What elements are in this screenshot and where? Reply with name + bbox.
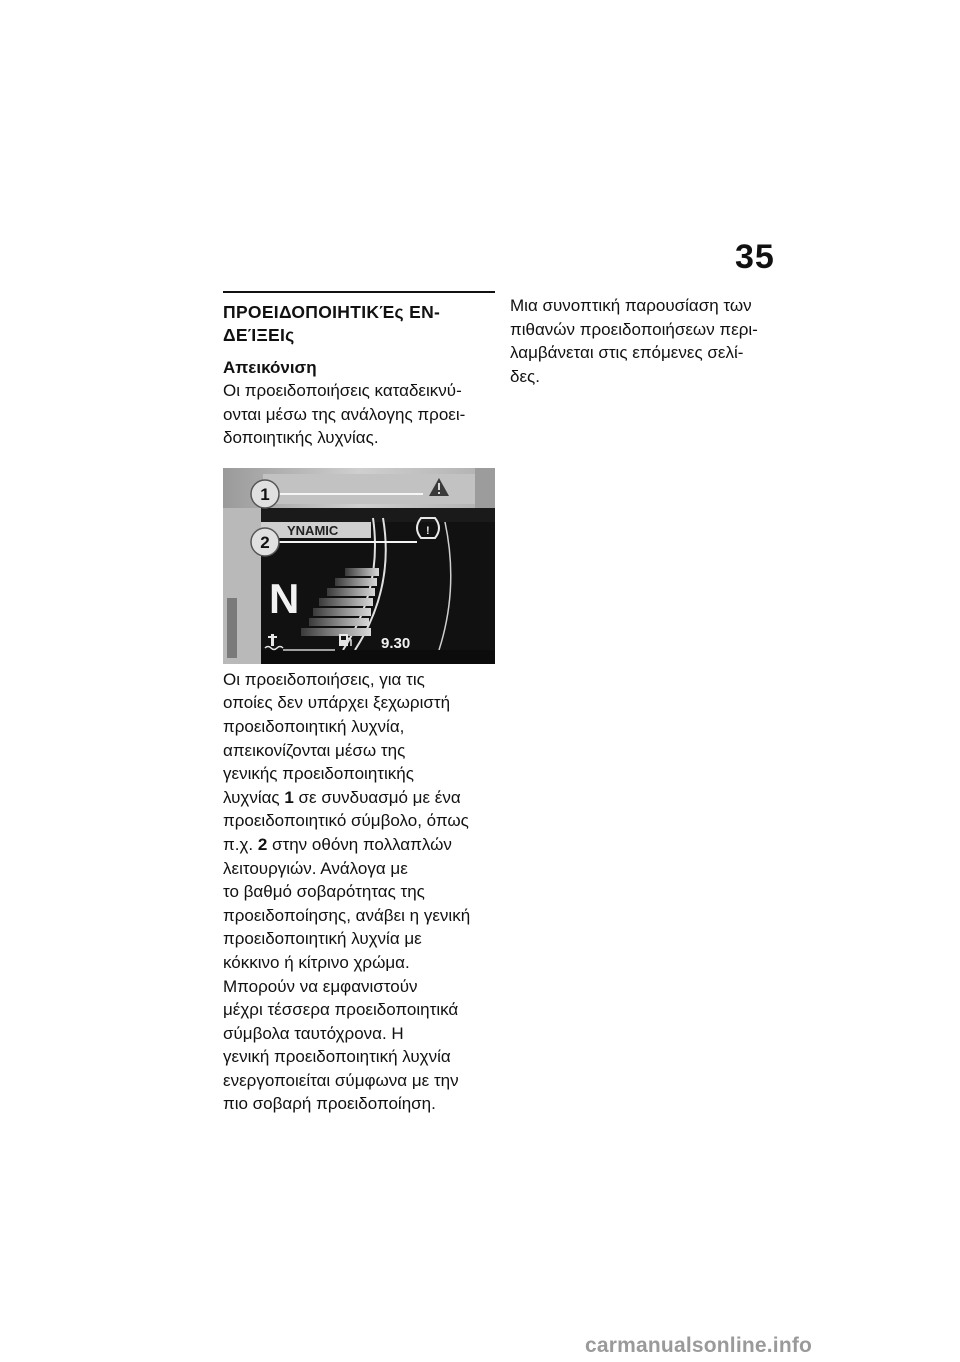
instrument-cluster-illustration [223,468,495,664]
text-line: οποίες δεν υπάρχει ξεχωριστή [223,693,451,713]
right-column [510,294,772,388]
text-line: απεικονίζονται μέσω της [223,740,406,760]
text-line: λαμβάνεται στις επόμενες σελί- [510,343,744,363]
page-number: 35 [735,238,775,276]
text-line: κόκκινο ή κίτρινο χρώμα. [223,952,410,972]
watermark: carmanualsonline.info [585,1334,813,1357]
reference-number: 1 [284,787,294,807]
text-span: στην οθόνη πολλαπλών [267,834,452,854]
body-paragraph [223,668,495,1116]
text-line: ονται μέσω της ανάλογης προει- [223,404,466,424]
text-line: Μπορούν να εμφανιστούν [223,976,418,996]
text-line: μέχρι τέσσερα προειδοποιητικά [223,1000,459,1020]
subheading: Απεικόνιση [223,358,317,377]
left-column [223,291,495,1116]
text-span: λυχνίας [223,787,285,807]
reference-number: 2 [257,834,268,854]
gear-indicator: N [269,574,300,622]
callout-number: 2 [260,532,270,552]
section-heading-line: ΠΡΟΕΙΔΟΠΟΙΗΤΙΚΈς ΕΝ- [223,302,441,322]
text-line: σύμβολα ταυτόχρονα. Η [223,1023,404,1043]
intro-paragraph [223,379,495,450]
text-line [223,786,495,810]
text-line: γενική προειδοποιητική λυχνία [223,1047,451,1067]
text-line: δες. [510,366,540,386]
text-line: προειδοποίησης, ανάβει η γενική [223,905,471,925]
text-line [223,833,495,857]
text-span: σε συνδυασμό με ένα [293,787,461,807]
text-line: προειδοποιητική λυχνία με [223,929,422,949]
text-line: γενικής προειδοποιητικής [223,764,414,784]
text-line: πιθανών προειδοποιήσεων περι- [510,319,758,339]
instrument-cluster-figure [223,468,495,664]
text-line: ενεργοποιείται σύμφωνα με την [223,1070,459,1090]
section-heading [223,301,495,347]
text-line: λειτουργιών. Ανάλογα με [223,858,408,878]
display-mode-label: YNAMIC [287,522,339,538]
svg-text:!: ! [426,524,430,537]
summary-paragraph [510,294,772,388]
text-line: το βαθμό σοβαρότητας της [223,882,425,902]
text-line: προειδοποιητικό σύμβολο, όπως [223,811,469,831]
section-heading-line: ΔΕΊΞΕΙς [223,325,295,345]
section-rule [223,291,495,293]
callout-1 [251,480,279,508]
text-line: Μια συνοπτική παρουσίαση των [510,296,752,315]
text-line: πιο σοβαρή προειδοποίηση. [223,1094,436,1114]
display-reading: 9.30 [381,634,411,652]
callout-2 [251,528,279,556]
text-line: προειδοποιητική λυχνία, [223,716,405,736]
text-line: Οι προειδοποιήσεις, για τις [223,669,425,689]
callout-number: 1 [260,484,270,504]
text-span: π.χ. [223,834,258,854]
text-line: δοποιητικής λυχνίας. [223,428,379,448]
text-line: Οι προειδοποιήσεις καταδεικνύ- [223,381,462,400]
